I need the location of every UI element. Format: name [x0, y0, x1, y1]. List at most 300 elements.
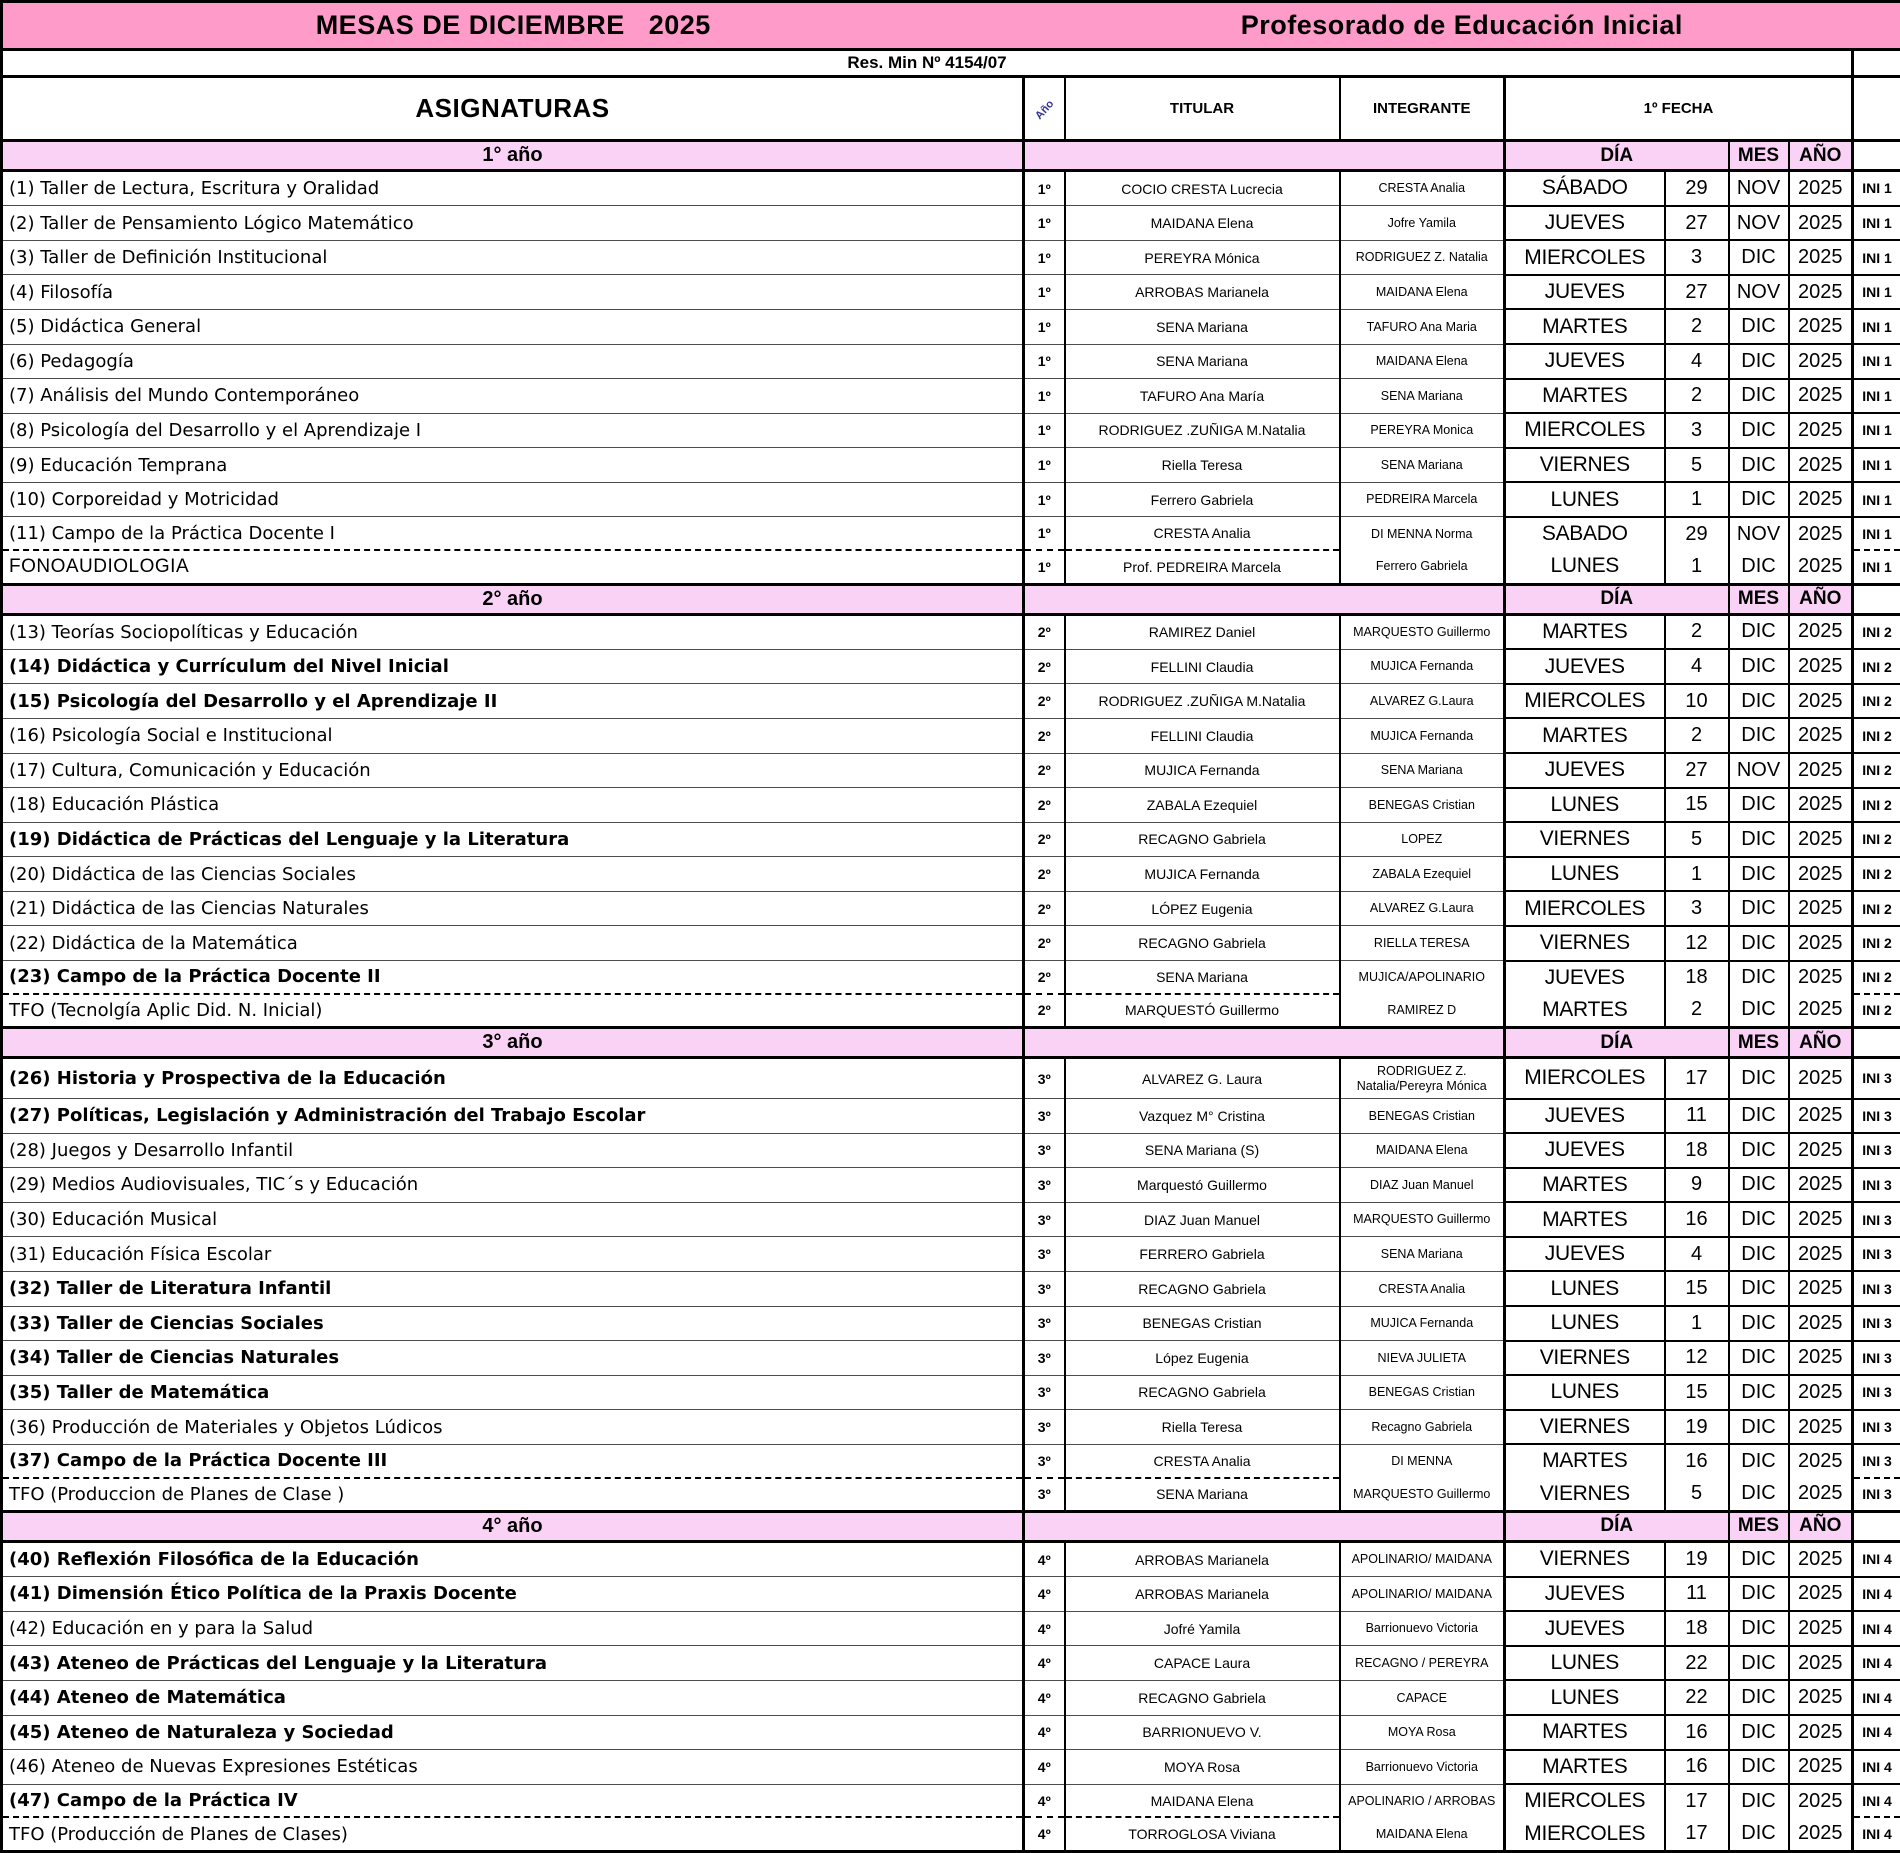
year-value-cell: 2025 [1789, 448, 1853, 483]
titular-cell: López Eugenia [1065, 1341, 1340, 1376]
subject-cell: (26) Historia y Prospectiva de la Educación [2, 1058, 1024, 1099]
subject-cell: (47) Campo de la Práctica IV [2, 1784, 1024, 1817]
ini-cell: INI 4 [1853, 1611, 1900, 1646]
month-cell: DIC [1729, 550, 1789, 584]
integrante-cell: MAIDANA Elena [1340, 1133, 1505, 1168]
month-cell: DIC [1729, 1611, 1789, 1646]
table-row [2, 822, 1900, 857]
ini-cell: INI 4 [1853, 1680, 1900, 1715]
day-number-cell: 12 [1665, 1341, 1729, 1376]
day-number-cell: 3 [1665, 891, 1729, 926]
day-number-cell: 16 [1665, 1750, 1729, 1785]
year-value-cell: 2025 [1789, 550, 1853, 584]
ini-cell: INI 2 [1853, 718, 1900, 753]
section-ini-empty [1853, 141, 1900, 171]
day-number-cell: 17 [1665, 1058, 1729, 1099]
ini-cell: INI 1 [1853, 448, 1900, 483]
table-row [2, 1715, 1900, 1750]
day-number-cell: 15 [1665, 788, 1729, 823]
year-value-cell: 2025 [1789, 309, 1853, 344]
ini-cell: INI 2 [1853, 926, 1900, 961]
integrante-cell: DIAZ Juan Manuel [1340, 1168, 1505, 1203]
year-value-cell: 2025 [1789, 961, 1853, 994]
integrante-cell: MAIDANA Elena [1340, 344, 1505, 379]
titular-cell: Vazquez M° Cristina [1065, 1099, 1340, 1134]
subject-cell: (43) Ateneo de Prácticas del Lenguaje y la Literatura [2, 1646, 1024, 1681]
titular-cell: FELLINI Claudia [1065, 718, 1340, 753]
titular-cell: RECAGNO Gabriela [1065, 1680, 1340, 1715]
day-number-cell: 18 [1665, 1133, 1729, 1168]
integrante-cell: CRESTA Analia [1340, 1271, 1505, 1306]
titular-cell: Riella Teresa [1065, 448, 1340, 483]
table-row [2, 961, 1900, 994]
subject-cell: (27) Políticas, Legislación y Administración del Trabajo Escolar [2, 1099, 1024, 1134]
month-cell: DIC [1729, 1306, 1789, 1341]
table-row [2, 1478, 1900, 1512]
ini-cell: INI 3 [1853, 1202, 1900, 1237]
subject-cell: (10) Corporeidad y Motricidad [2, 482, 1024, 517]
month-cell: DIC [1729, 1817, 1789, 1851]
month-cell: DIC [1729, 344, 1789, 379]
table-row [2, 1817, 1900, 1851]
month-cell: DIC [1729, 718, 1789, 753]
day-cell: JUEVES [1505, 649, 1665, 684]
titular-cell: FELLINI Claudia [1065, 649, 1340, 684]
ini-cell: INI 2 [1853, 857, 1900, 892]
page-title: MESAS DE DICIEMBRE 2025 [315, 10, 711, 40]
day-cell: LUNES [1505, 788, 1665, 823]
section-label: 4° año [2, 1511, 1024, 1541]
subject-cell: (44) Ateneo de Matemática [2, 1680, 1024, 1715]
month-cell: DIC [1729, 1541, 1789, 1576]
day-cell: MIERCOLES [1505, 891, 1665, 926]
ini-cell: INI 3 [1853, 1133, 1900, 1168]
day-number-cell: 22 [1665, 1646, 1729, 1681]
subject-cell: (3) Taller de Definición Institucional [2, 240, 1024, 275]
day-number-cell: 2 [1665, 614, 1729, 649]
dia-subheader: DÍA [1505, 1511, 1729, 1541]
ini-cell: INI 4 [1853, 1715, 1900, 1750]
year-cell: 2º [1024, 718, 1065, 753]
anio-subheader: AÑO [1789, 141, 1853, 171]
year-cell: 1º [1024, 309, 1065, 344]
day-number-cell: 12 [1665, 926, 1729, 961]
day-number-cell: 4 [1665, 649, 1729, 684]
day-cell: VIERNES [1505, 926, 1665, 961]
day-cell: SABADO [1505, 517, 1665, 550]
day-cell: MIERCOLES [1505, 240, 1665, 275]
year-cell: 1º [1024, 482, 1065, 517]
table-row [2, 994, 1900, 1028]
year-value-cell: 2025 [1789, 1817, 1853, 1851]
integrante-cell: CRESTA Analia [1340, 171, 1505, 206]
year-value-cell: 2025 [1789, 1541, 1853, 1576]
year-value-cell: 2025 [1789, 1058, 1853, 1099]
titular-cell: PEREYRA Mónica [1065, 240, 1340, 275]
year-cell: 2º [1024, 684, 1065, 719]
integrante-cell: RIELLA TERESA [1340, 926, 1505, 961]
ini-cell: INI 2 [1853, 753, 1900, 788]
year-value-cell: 2025 [1789, 857, 1853, 892]
day-number-cell: 3 [1665, 240, 1729, 275]
titular-cell: ARROBAS Marianela [1065, 1541, 1340, 1576]
table-row [2, 1306, 1900, 1341]
month-cell: DIC [1729, 857, 1789, 892]
year-cell: 1º [1024, 344, 1065, 379]
integrante-cell: Jofre Yamila [1340, 206, 1505, 241]
day-cell: JUEVES [1505, 1611, 1665, 1646]
table-row [2, 171, 1900, 206]
day-cell: VIERNES [1505, 448, 1665, 483]
table-row [2, 1750, 1900, 1785]
month-cell: DIC [1729, 1133, 1789, 1168]
year-value-cell: 2025 [1789, 1444, 1853, 1477]
table-row [2, 240, 1900, 275]
program-title: Profesorado de Educación Inicial [1240, 10, 1683, 40]
ini-cell: INI 1 [1853, 240, 1900, 275]
integrante-cell: BENEGAS Cristian [1340, 788, 1505, 823]
titular-cell: MUJICA Fernanda [1065, 857, 1340, 892]
subject-cell: (23) Campo de la Práctica Docente II [2, 961, 1024, 994]
year-cell: 2º [1024, 649, 1065, 684]
ini-cell: INI 1 [1853, 379, 1900, 414]
titular-cell: Prof. PEDREIRA Marcela [1065, 550, 1340, 584]
integrante-cell: DI MENNA Norma [1340, 517, 1505, 550]
day-cell: VIERNES [1505, 1410, 1665, 1445]
subject-cell: (2) Taller de Pensamiento Lógico Matemático [2, 206, 1024, 241]
table-row [2, 753, 1900, 788]
column-header-row [2, 77, 1900, 141]
year-value-cell: 2025 [1789, 1680, 1853, 1715]
titular-cell: CAPACE Laura [1065, 1646, 1340, 1681]
year-value-cell: 2025 [1789, 1410, 1853, 1445]
year-value-cell: 2025 [1789, 1133, 1853, 1168]
day-cell: JUEVES [1505, 344, 1665, 379]
integrante-cell: MAIDANA Elena [1340, 1817, 1505, 1851]
ini-cell: INI 1 [1853, 550, 1900, 584]
day-number-cell: 29 [1665, 517, 1729, 550]
integrante-cell: SENA Mariana [1340, 448, 1505, 483]
integrante-cell: RAMIREZ D [1340, 994, 1505, 1028]
ini-cell: INI 3 [1853, 1478, 1900, 1512]
anio-subheader: AÑO [1789, 584, 1853, 614]
year-cell: 4º [1024, 1817, 1065, 1851]
titular-cell: CRESTA Analia [1065, 517, 1340, 550]
year-value-cell: 2025 [1789, 1168, 1853, 1203]
year-value-cell: 2025 [1789, 649, 1853, 684]
day-cell: MIERCOLES [1505, 413, 1665, 448]
year-value-cell: 2025 [1789, 1577, 1853, 1612]
subject-cell: (17) Cultura, Comunicación y Educación [2, 753, 1024, 788]
integrante-cell: Barrionuevo Victoria [1340, 1611, 1505, 1646]
table-row [2, 517, 1900, 550]
titular-cell: MARQUESTÓ Guillermo [1065, 994, 1340, 1028]
day-cell: MARTES [1505, 718, 1665, 753]
table-row [2, 1202, 1900, 1237]
titular-cell: SENA Mariana [1065, 961, 1340, 994]
titular-cell: Ferrero Gabriela [1065, 482, 1340, 517]
year-value-cell: 2025 [1789, 1646, 1853, 1681]
day-cell: LUNES [1505, 550, 1665, 584]
year-cell: 3º [1024, 1478, 1065, 1512]
day-number-cell: 5 [1665, 448, 1729, 483]
table-row [2, 1168, 1900, 1203]
subject-cell: (18) Educación Plástica [2, 788, 1024, 823]
subject-cell: (1) Taller de Lectura, Escritura y Oralidad [2, 171, 1024, 206]
titular-cell: Jofré Yamila [1065, 1611, 1340, 1646]
day-cell: JUEVES [1505, 1133, 1665, 1168]
titular-cell: Marquestó Guillermo [1065, 1168, 1340, 1203]
year-value-cell: 2025 [1789, 788, 1853, 823]
table-row [2, 1237, 1900, 1272]
subject-cell: (21) Didáctica de las Ciencias Naturales [2, 891, 1024, 926]
day-cell: JUEVES [1505, 753, 1665, 788]
ini-cell: INI 3 [1853, 1306, 1900, 1341]
integrante-cell: NIEVA JULIETA [1340, 1341, 1505, 1376]
integrante-cell: LOPEZ [1340, 822, 1505, 857]
day-number-cell: 2 [1665, 379, 1729, 414]
titular-cell: RODRIGUEZ .ZUÑIGA M.Natalia [1065, 684, 1340, 719]
titular-cell: ARROBAS Marianela [1065, 275, 1340, 310]
month-cell: DIC [1729, 1444, 1789, 1477]
ini-cell: INI 1 [1853, 171, 1900, 206]
year-value-cell: 2025 [1789, 1099, 1853, 1134]
integrante-cell: RODRIGUEZ Z. Natalia/Pereyra Mónica [1340, 1058, 1505, 1099]
year-cell: 2º [1024, 788, 1065, 823]
subject-cell: (37) Campo de la Práctica Docente III [2, 1444, 1024, 1477]
year-value-cell: 2025 [1789, 171, 1853, 206]
day-number-cell: 16 [1665, 1715, 1729, 1750]
titular-cell: RECAGNO Gabriela [1065, 926, 1340, 961]
year-cell: 2º [1024, 614, 1065, 649]
resolution-text: Res. Min Nº 4154/07 [2, 50, 1853, 77]
anio-subheader: AÑO [1789, 1511, 1853, 1541]
year-cell: 2º [1024, 753, 1065, 788]
day-number-cell: 2 [1665, 718, 1729, 753]
month-cell: DIC [1729, 1202, 1789, 1237]
table-row [2, 1611, 1900, 1646]
day-number-cell: 15 [1665, 1375, 1729, 1410]
year-value-cell: 2025 [1789, 275, 1853, 310]
month-cell: DIC [1729, 788, 1789, 823]
month-cell: DIC [1729, 1750, 1789, 1785]
ini-cell: INI 3 [1853, 1341, 1900, 1376]
section-band-filler [1024, 1511, 1505, 1541]
day-number-cell: 18 [1665, 961, 1729, 994]
day-cell: JUEVES [1505, 1577, 1665, 1612]
integrante-cell: RODRIGUEZ Z. Natalia [1340, 240, 1505, 275]
ini-cell: INI 1 [1853, 206, 1900, 241]
day-cell: MIERCOLES [1505, 684, 1665, 719]
year-cell: 4º [1024, 1784, 1065, 1817]
titular-cell: RECAGNO Gabriela [1065, 1271, 1340, 1306]
table-row [2, 1541, 1900, 1576]
table-row [2, 614, 1900, 649]
year-cell: 3º [1024, 1058, 1065, 1099]
day-number-cell: 2 [1665, 309, 1729, 344]
section-header-row [2, 584, 1900, 614]
month-cell: DIC [1729, 822, 1789, 857]
month-cell: DIC [1729, 379, 1789, 414]
year-value-cell: 2025 [1789, 614, 1853, 649]
table-row [2, 649, 1900, 684]
titular-cell: RAMIREZ Daniel [1065, 614, 1340, 649]
integrante-cell: ZABALA Ezequiel [1340, 857, 1505, 892]
ini-cell: INI 2 [1853, 961, 1900, 994]
table-row [2, 309, 1900, 344]
subject-cell: (14) Didáctica y Currículum del Nivel Inicial [2, 649, 1024, 684]
day-number-cell: 9 [1665, 1168, 1729, 1203]
day-number-cell: 3 [1665, 413, 1729, 448]
year-value-cell: 2025 [1789, 1271, 1853, 1306]
table-row [2, 1271, 1900, 1306]
table-row [2, 1784, 1900, 1817]
year-cell: 4º [1024, 1680, 1065, 1715]
day-number-cell: 5 [1665, 1478, 1729, 1512]
month-cell: DIC [1729, 926, 1789, 961]
year-cell: 1º [1024, 240, 1065, 275]
section-ini-empty [1853, 584, 1900, 614]
anio-subheader: AÑO [1789, 1028, 1853, 1058]
table-row [2, 1646, 1900, 1681]
titular-cell: RECAGNO Gabriela [1065, 1375, 1340, 1410]
year-value-cell: 2025 [1789, 1341, 1853, 1376]
section-ini-empty [1853, 1511, 1900, 1541]
integrante-cell: MARQUESTO Guillermo [1340, 1202, 1505, 1237]
year-cell: 3º [1024, 1444, 1065, 1477]
day-cell: LUNES [1505, 482, 1665, 517]
month-cell: DIC [1729, 309, 1789, 344]
section-label: 1° año [2, 141, 1024, 171]
day-cell: VIERNES [1505, 1341, 1665, 1376]
subject-cell: (6) Pedagogía [2, 344, 1024, 379]
titular-cell: CRESTA Analia [1065, 1444, 1340, 1477]
month-cell: DIC [1729, 684, 1789, 719]
section-band-filler [1024, 584, 1505, 614]
titular-cell: SENA Mariana [1065, 309, 1340, 344]
month-cell: DIC [1729, 1375, 1789, 1410]
subject-cell: TFO (Tecnolgía Aplic Did. N. Inicial) [2, 994, 1024, 1028]
titular-cell: RODRIGUEZ .ZUÑIGA M.Natalia [1065, 413, 1340, 448]
asignaturas-header: ASIGNATURAS [2, 77, 1024, 141]
year-value-cell: 2025 [1789, 1375, 1853, 1410]
mes-subheader: MES [1729, 1028, 1789, 1058]
ini-cell: INI 2 [1853, 649, 1900, 684]
subject-cell: TFO (Producción de Planes de Clases) [2, 1817, 1024, 1851]
year-cell: 1º [1024, 275, 1065, 310]
integrante-cell: TAFURO Ana Maria [1340, 309, 1505, 344]
ini-cell: INI 4 [1853, 1784, 1900, 1817]
ini-cell: INI 3 [1853, 1168, 1900, 1203]
month-cell: DIC [1729, 649, 1789, 684]
subject-cell: (7) Análisis del Mundo Contemporáneo [2, 379, 1024, 414]
integrante-cell: MOYA Rosa [1340, 1715, 1505, 1750]
table-row [2, 718, 1900, 753]
integrante-cell: SENA Mariana [1340, 1237, 1505, 1272]
ini-cell: INI 4 [1853, 1577, 1900, 1612]
day-cell: LUNES [1505, 1646, 1665, 1681]
year-cell: 4º [1024, 1646, 1065, 1681]
section-header-row [2, 141, 1900, 171]
ini-cell: INI 2 [1853, 788, 1900, 823]
ini-cell: INI 2 [1853, 822, 1900, 857]
subject-cell: (4) Filosofía [2, 275, 1024, 310]
year-value-cell: 2025 [1789, 1611, 1853, 1646]
month-cell: DIC [1729, 1784, 1789, 1817]
ini-cell: INI 4 [1853, 1817, 1900, 1851]
year-cell: 2º [1024, 857, 1065, 892]
ini-header-empty [1853, 77, 1900, 141]
subject-cell: (30) Educación Musical [2, 1202, 1024, 1237]
subject-cell: (31) Educación Física Escolar [2, 1237, 1024, 1272]
day-number-cell: 10 [1665, 684, 1729, 719]
titular-cell: BARRIONUEVO V. [1065, 1715, 1340, 1750]
ini-cell: INI 4 [1853, 1541, 1900, 1576]
subject-cell: (11) Campo de la Práctica Docente I [2, 517, 1024, 550]
ini-cell: INI 3 [1853, 1058, 1900, 1099]
day-cell: MARTES [1505, 1444, 1665, 1477]
day-cell: JUEVES [1505, 1099, 1665, 1134]
day-cell: MIERCOLES [1505, 1058, 1665, 1099]
mes-subheader: MES [1729, 1511, 1789, 1541]
subject-cell: (40) Reflexión Filosófica de la Educación [2, 1541, 1024, 1576]
titular-cell: MAIDANA Elena [1065, 206, 1340, 241]
day-cell: LUNES [1505, 1375, 1665, 1410]
year-cell: 4º [1024, 1611, 1065, 1646]
year-cell: 4º [1024, 1715, 1065, 1750]
subject-cell: (33) Taller de Ciencias Sociales [2, 1306, 1024, 1341]
day-number-cell: 1 [1665, 1306, 1729, 1341]
year-value-cell: 2025 [1789, 413, 1853, 448]
year-value-cell: 2025 [1789, 517, 1853, 550]
integrante-cell: APOLINARIO / ARROBAS [1340, 1784, 1505, 1817]
table-row [2, 206, 1900, 241]
day-number-cell: 1 [1665, 857, 1729, 892]
year-cell: 1º [1024, 171, 1065, 206]
titular-cell: MOYA Rosa [1065, 1750, 1340, 1785]
subject-cell: (22) Didáctica de la Matemática [2, 926, 1024, 961]
table-row [2, 550, 1900, 584]
table-row [2, 413, 1900, 448]
table-row [2, 1099, 1900, 1134]
integrante-cell: MUJICA Fernanda [1340, 718, 1505, 753]
day-number-cell: 2 [1665, 994, 1729, 1028]
month-cell: DIC [1729, 891, 1789, 926]
day-cell: MIERCOLES [1505, 1817, 1665, 1851]
ini-cell: INI 1 [1853, 517, 1900, 550]
subject-cell: (36) Producción de Materiales y Objetos Lúdicos [2, 1410, 1024, 1445]
subject-cell: (42) Educación en y para la Salud [2, 1611, 1024, 1646]
ini-cell: INI 4 [1853, 1646, 1900, 1681]
ini-cell: INI 2 [1853, 891, 1900, 926]
day-cell: MARTES [1505, 379, 1665, 414]
year-value-cell: 2025 [1789, 718, 1853, 753]
subject-cell: (35) Taller de Matemática [2, 1375, 1024, 1410]
year-value-cell: 2025 [1789, 379, 1853, 414]
titular-cell: MAIDANA Elena [1065, 1784, 1340, 1817]
month-cell: DIC [1729, 413, 1789, 448]
section-header-row [2, 1028, 1900, 1058]
integrante-cell: CAPACE [1340, 1680, 1505, 1715]
banner-left-cell [2, 2, 1024, 50]
month-cell: DIC [1729, 614, 1789, 649]
day-number-cell: 1 [1665, 482, 1729, 517]
day-cell: MIERCOLES [1505, 1784, 1665, 1817]
titular-cell: FERRERO Gabriela [1065, 1237, 1340, 1272]
day-cell: MARTES [1505, 1202, 1665, 1237]
year-cell: 4º [1024, 1750, 1065, 1785]
year-cell: 2º [1024, 822, 1065, 857]
